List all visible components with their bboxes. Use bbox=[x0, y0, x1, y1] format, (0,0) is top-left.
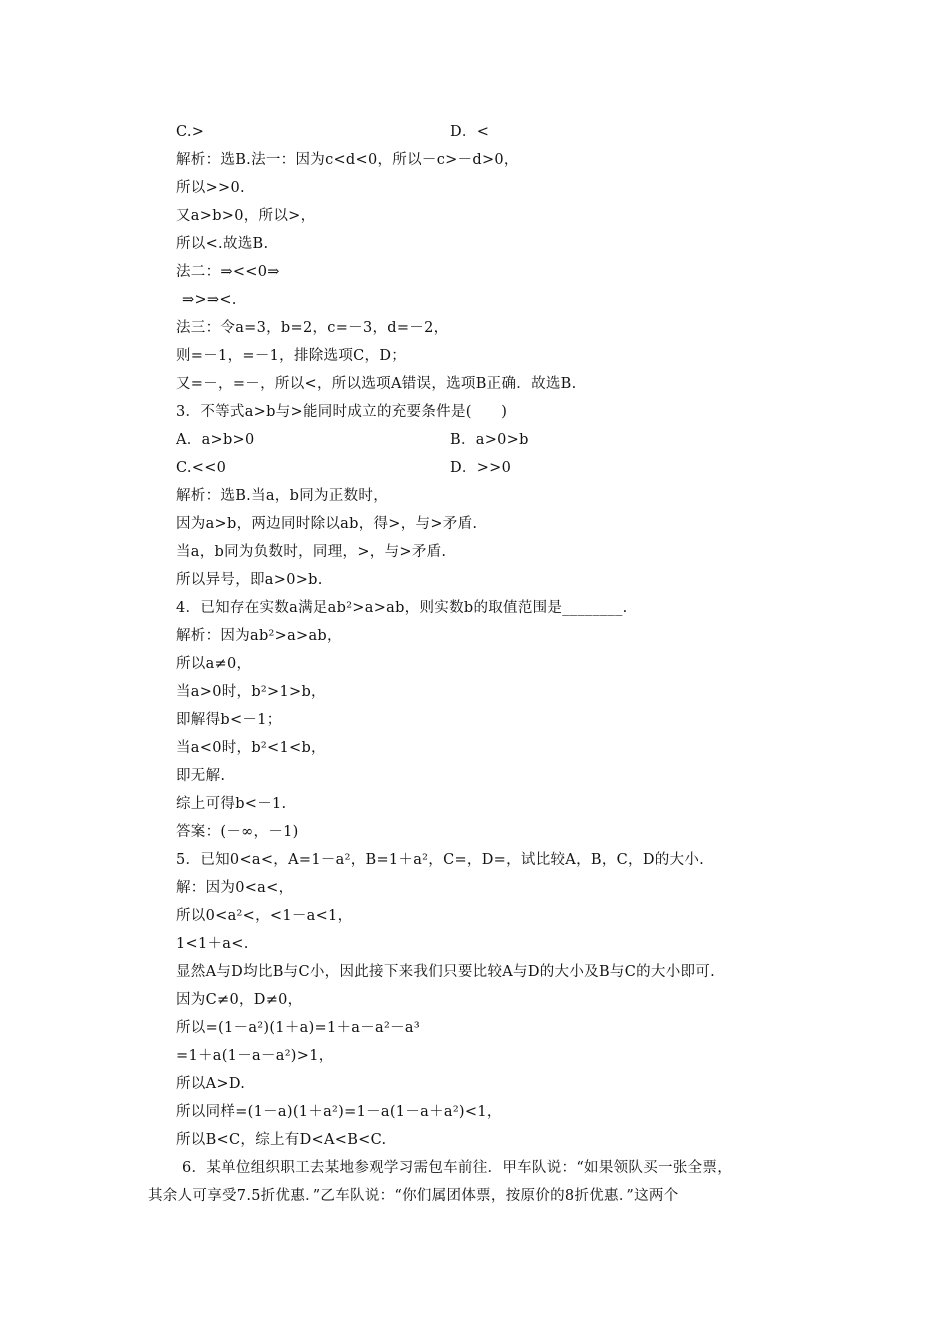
text-line: 解：因为0<a<， bbox=[176, 880, 294, 896]
text-line: 所以0<a²<，<1－a<1， bbox=[176, 908, 353, 924]
text-line: 因为a>b，两边同时除以ab，得>，与>矛盾. bbox=[176, 516, 478, 532]
text-line: 解析：因为ab²>a>ab， bbox=[176, 628, 342, 644]
question-3: 3．不等式a>b与>能同时成立的充要条件是( ) bbox=[176, 404, 508, 420]
text-line: 其余人可享受7.5折优惠．”乙车队说：“你们属团体票，按原价的8折优惠．”这两个 bbox=[148, 1188, 679, 1204]
text-line: 所以A>D. bbox=[176, 1076, 246, 1092]
text-line: 解析：选B.法一：因为c<d<0，所以－c>－d>0， bbox=[176, 152, 519, 168]
option-a: A．a>b>0 bbox=[176, 432, 255, 448]
text-line: =1＋a(1－a－a²)>1， bbox=[176, 1048, 334, 1064]
text-line: 所以<.故选B. bbox=[176, 236, 269, 252]
text-line: 即解得b<－1； bbox=[176, 712, 282, 728]
text-line: 所以>>0. bbox=[176, 180, 245, 196]
text-line: 则=－1，=－1，排除选项C，D； bbox=[176, 348, 407, 364]
text-line: 1<1＋a<. bbox=[176, 936, 249, 952]
text-line: 当a<0时，b²<1<b， bbox=[176, 740, 326, 756]
question-6: 6．某单位组织职工去某地参观学习需包车前往．甲车队说：“如果领队买一张全票， bbox=[182, 1160, 733, 1176]
option-d: D．< bbox=[450, 124, 490, 140]
text-line: 因为C≠0，D≠0， bbox=[176, 992, 303, 1008]
question-5: 5．已知0<a<，A=1－a²，B=1＋a²，C=，D=，试比较A，B，C，D的大小. bbox=[176, 852, 705, 868]
text-line: 所以B<C，综上有D<A<B<C. bbox=[176, 1132, 387, 1148]
text-line: 当a>0时，b²>1>b， bbox=[176, 684, 326, 700]
option-d: D．>>0 bbox=[450, 460, 512, 476]
text-line: 所以a≠0， bbox=[176, 656, 252, 672]
option-b: B．a>0>b bbox=[450, 432, 529, 448]
text-line: 法二：⇒<<0⇒ bbox=[176, 264, 280, 280]
option-c: C.<<0 bbox=[176, 460, 227, 476]
text-line: 所以=(1－a²)(1＋a)=1＋a－a²－a³ bbox=[176, 1020, 420, 1036]
text-line: 又a>b>0，所以>， bbox=[176, 208, 316, 224]
text-line: 综上可得b<－1. bbox=[176, 796, 287, 812]
text-line: 即无解. bbox=[176, 768, 226, 784]
text-line: 法三：令a=3，b=2，c=－3，d=－2， bbox=[176, 320, 449, 336]
answer-line: 答案：(－∞，－1) bbox=[176, 824, 299, 840]
option-c: C.> bbox=[176, 124, 205, 140]
text-line: 又=－，=－，所以<，所以选项A错误，选项B正确．故选B. bbox=[176, 376, 577, 392]
text-line: 所以异号，即a>0>b. bbox=[176, 572, 323, 588]
text-line: ⇒>⇒<. bbox=[182, 292, 237, 308]
text-line: 所以同样=(1－a)(1＋a²)=1－a(1－a＋a²)<1， bbox=[176, 1104, 502, 1120]
text-line: 当a，b同为负数时，同理，>，与>矛盾. bbox=[176, 544, 447, 560]
text-line: 显然A与D均比B与C小，因此接下来我们只要比较A与D的大小及B与C的大小即可. bbox=[176, 964, 715, 980]
text-line: 解析：选B.当a，b同为正数时， bbox=[176, 488, 388, 504]
question-4: 4．已知存在实数a满足ab²>a>ab，则实数b的取值范围是________. bbox=[176, 600, 628, 616]
